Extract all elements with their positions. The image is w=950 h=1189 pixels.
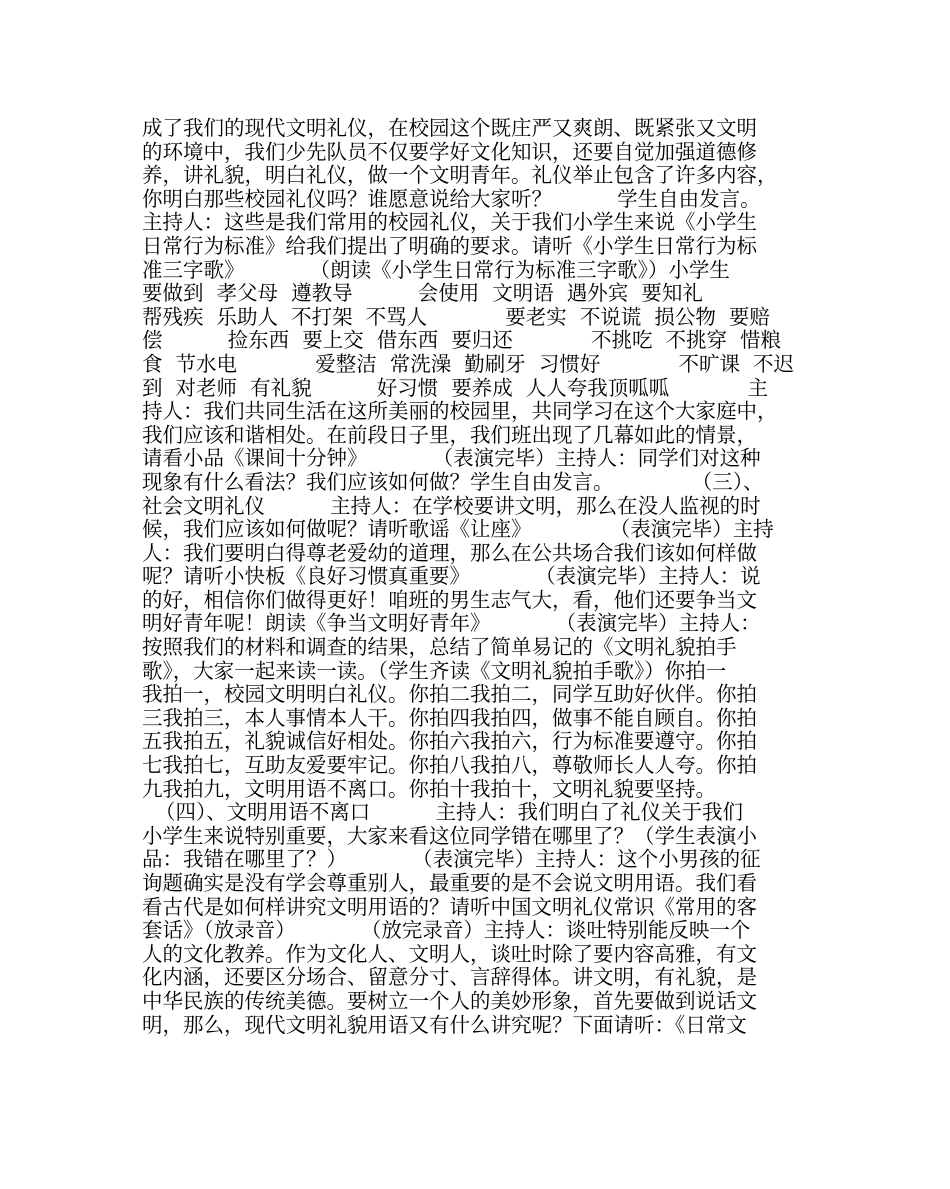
text-line: 人的文化教养。作为文化人、文明人，谈吐时除了要内容高雅，有文 [142, 941, 757, 966]
text-line: 呢？请听小快板《良好习惯真重要》 （表演完毕）主持人：说 [142, 564, 761, 589]
text-line: 按照我们的材料和调查的结果，总结了简单易记的《文明礼貌拍手 [142, 635, 737, 660]
text-line: 询题确实是没有学会尊重别人，最重要的是不会说文明用语。我们看 [142, 871, 757, 895]
text-line: （四）、文明用语不离口 主持人：我们明白了礼仪关于我们 [142, 800, 743, 825]
text-line: 主持人：这些是我们常用的校园礼仪，关于我们小学生来说《小学生 [142, 210, 757, 235]
text-line: 准三字歌》 （朗读《小学生日常行为标准三字歌》）小学生 [142, 257, 730, 282]
text-line: 成了我们的现代文明礼仪，在校园这个既庄严又爽朗、既紧张又文明 [142, 116, 757, 140]
text-line: 请看小品《课间十分钟》 （表演完毕）主持人：同学们对这种 [142, 446, 761, 471]
text-line: 人：我们要明白得尊老爱幼的道理，那么在公共场合我们该如何样做 [142, 540, 757, 565]
document-page [142, 117, 812, 1037]
text-line: 我们应该和谐相处。在前段日子里，我们班出现了几幕如此的情景， [142, 422, 757, 447]
text-line: 的好，相信你们做得更好！咱班的男生志气大，看，他们还要争当文 [142, 587, 757, 612]
text-line: 社会文明礼仪 主持人：在学校要讲文明，那么在没人监视的时 [142, 493, 761, 518]
text-line: 三我拍三，本人事情本人干。你拍四我拍四，做事不能自顾自。你拍 [142, 705, 757, 730]
text-line: 九我拍九，文明用语不离口。你拍十我拍十，文明礼貌要坚持。 [142, 776, 716, 801]
text-line: 明，那么，现代文明礼貌用语又有什么讲究呢？下面请听：《日常文 [142, 1012, 747, 1037]
text-line: 中华民族的传统美德。要树立一个人的美妙形象，首先要做到说话文 [142, 988, 757, 1013]
text-line: 明好青年呢！朗读《争当文明好青年》 （表演完毕）主持人： [142, 611, 761, 636]
text-line: 现象有什么看法？我们应该如何做？学生自由发言。 （三）、 [142, 469, 764, 494]
text-line: 歌》，大家一起来读一读。（学生齐读《文明礼貌拍手歌》）你拍一 [142, 658, 727, 683]
text-line: 化内涵，还要区分场合、留意分寸、言辞得体。讲文明，有礼貌，是 [142, 965, 757, 990]
text-line: 七我拍七，互助友爱要牢记。你拍八我拍八，尊敬师长人人夸。你拍 [142, 753, 757, 778]
text-line: 持人：我们共同生活在这所美丽的校园里，共同学习在这个大家庭中， [142, 399, 778, 424]
text-line: 你明白那些校园礼仪吗？谁愿意说给大家听？ 学生自由发言。 [142, 186, 761, 211]
text-line: 要做到 孝父母 遵教导 会使用 文明语 遇外宾 要知礼 [142, 281, 703, 306]
text-line: 食 节水电 爱整洁 常洗澡 勤刷牙 习惯好 不旷课 不迟 [142, 351, 795, 376]
text-line: 看古代是如何样讲究文明用语的？请听中国文明礼仪常识《常用的客 [142, 894, 757, 919]
text-line: 五我拍五，礼貌诚信好相处。你拍六我拍六，行为标准要遵守。你拍 [142, 729, 757, 754]
text-line: 偿 捡东西 要上交 借东西 要归还 不挑吃 不挑穿 惜粮 [142, 328, 782, 353]
text-line: 品：我错在哪里了？） （表演完毕）主持人：这个小男孩的征 [142, 847, 761, 872]
text-line: 小学生来说特别重要，大家来看这位同学错在哪里了？（学生表演小 [142, 823, 757, 848]
text-line: 套话》（放录音） （放完录音）主持人：谈吐特别能反映一个 [142, 918, 751, 943]
text-line: 我拍一，校园文明明白礼仪。你拍二我拍二，同学互助好伙伴。你拍 [142, 682, 757, 707]
text-line: 帮残疾 乐助人 不打架 不骂人 要老实 不说谎 损公物 要赔 [142, 304, 770, 329]
text-line: 的环境中，我们少先队员不仅要学好文化知识，还要自觉加强道德修 [142, 139, 757, 164]
text-line: 候，我们应该如何做呢？请听歌谣《让座》 （表演完毕）主持 [142, 517, 774, 542]
text-line: 养，讲礼貌，明白礼仪，做一个文明青年。礼仪举止包含了许多内容， [142, 163, 778, 188]
text-line: 日常行为标准》给我们提出了明确的要求。请听《小学生日常行为标 [142, 233, 757, 258]
text-line: 到 对老师 有礼貌 好习惯 要养成 人人夸我顶呱呱 主 [142, 375, 768, 400]
